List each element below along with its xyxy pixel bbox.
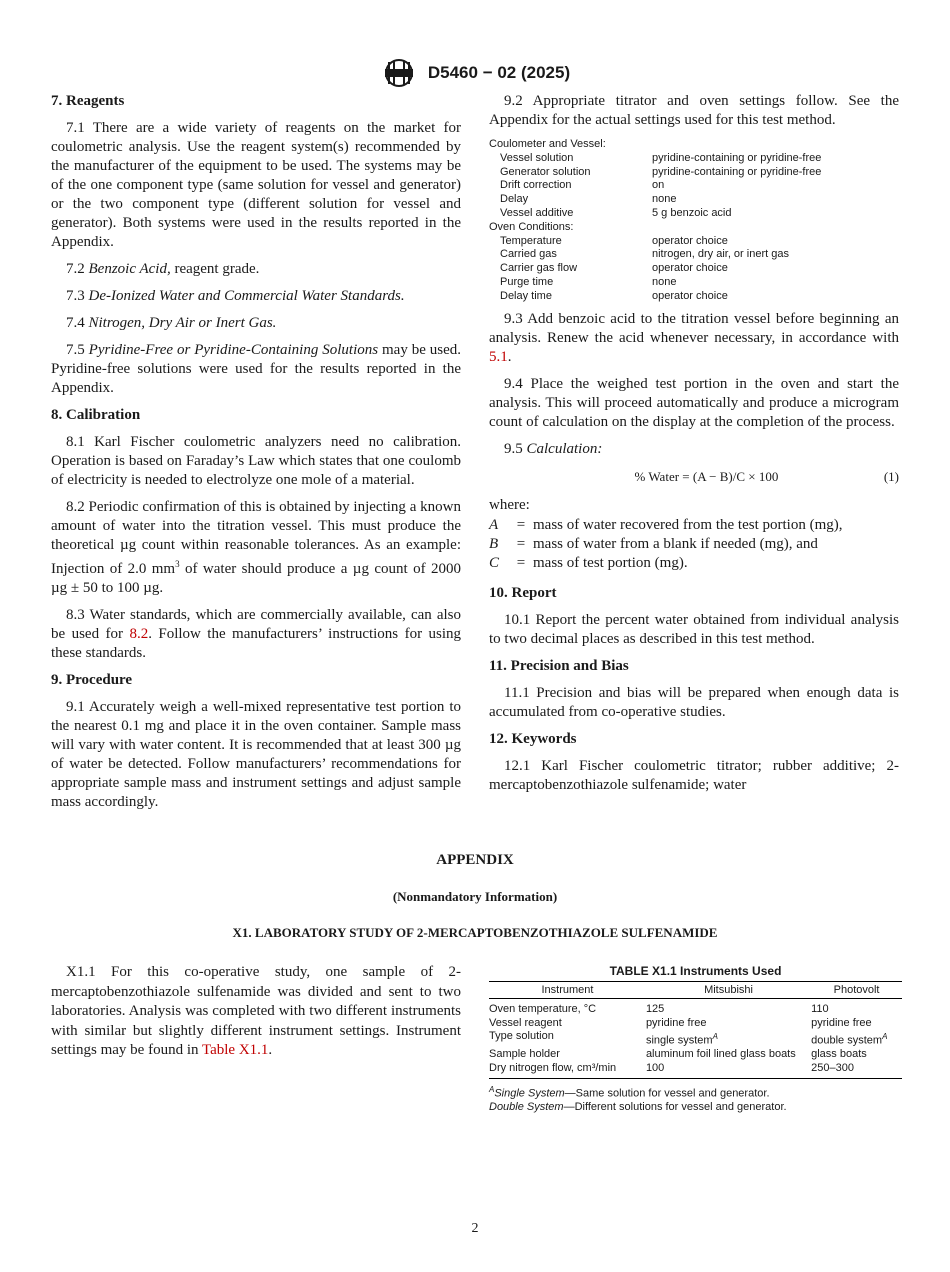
table-row: Vessel reagent pyridine free pyridine free: [489, 1016, 872, 1029]
para-8-3: 8.3 Water standards, which are commercially available, can also be used for 8.2. Follow the manufacturers’ instructions for using these standards.: [51, 607, 461, 661]
setting-row: Carried gas nitrogen, dry air, or inert gas: [500, 248, 789, 261]
para-7-5: 7.5 Pyridine-Free or Pyridine-Containing Solutions may be used. Pyridine-free solutions were used for the results reported in the Appendix.: [51, 342, 462, 396]
instruments-table: [489, 964, 902, 1114]
para-9-5: 9.5 Calculation:: [504, 440, 603, 457]
table-footnotes: [489, 1083, 902, 1115]
link-table-x1-1[interactable]: Table X1.1: [201, 1042, 269, 1058]
table-header-row: [489, 982, 902, 999]
section-11: [489, 657, 899, 722]
table-row: Sample holder aluminum foil lined glass boats glass boats: [489, 1048, 867, 1061]
table-row: Dry nitrogen flow, cm³/min 100 250–300: [489, 1062, 902, 1078]
table-caption: TABLE X1.1 Instruments Used: [609, 964, 782, 978]
section-8: [51, 406, 461, 663]
para-8-1: 8.1 Karl Fischer coulometric analyzers need no calibration. Operation is based on Faraday’s Law which states that one coulomb of electricity is needed to electrolyze one mole of a material.: [51, 434, 461, 488]
para-7-4: 7.4 Nitrogen, Dry Air or Inert Gas.: [66, 315, 277, 331]
para-9-2: 9.2 Appropriate titrator and oven settings follow. See the Appendix for the actual settings used for this test method.: [489, 93, 899, 128]
para-9-1: 9.1 Accurately weigh a well-mixed representative test portion to the nearest 0.1 mg and place it in the oven container. Sample mass will vary with water content. It is recommended that at least 300 µg of water be detected. Follow manufacturers’ recommendations for appropriate sample mass and instrument settings and adjust sample mass accordingly.: [51, 699, 461, 810]
settings-list: [489, 138, 899, 304]
table-header: Mitsubishi: [646, 982, 811, 999]
para-8-2: 8.2 Periodic confirmation of this is obtained by injecting a known amount of water into the titration vessel. This must produce the theoretical µg count within reasonable tolerances. As an example: Injection of 2.0 $mm^3$ of water should produce a µg count of 2000 µg ± 50 to 100 µg.: [51, 499, 461, 596]
setting-row: Vessel additive 5 g benzoic acid: [500, 206, 732, 219]
astm-logo: [380, 58, 418, 88]
appendix-x1-title: X1. LABORATORY STUDY OF 2-MERCAPTOBENZOTHIAZOLE SULFENAMIDE: [232, 925, 718, 940]
setting-row: Carrier gas flow operator choice: [500, 262, 728, 275]
document-designation: D5460 − 02 (2025): [427, 63, 571, 82]
section-7: [51, 92, 461, 398]
section-7-title: 7. Reagents: [51, 93, 125, 109]
para-x1-1: X1.1 For this co-operative study, one sample of 2-mercaptobenzothiazole sulfenamide was divided and sent to two laboratories. Analysis was completed with two different instruments with similar but slightly different instrument settings. Instrument settings may be found in Table X1.1.: [51, 964, 461, 1058]
para-7-1: 7.1 There are a wide variety of reagents on the market for coulometric analysis. Use the reagent system(s) recommended by the manufacturer of the equipment to be used. The systems may be of the one component type (same solution for vessel and generator) or the two component type (different solution for vessel and generator). Both systems were used in the results reported in the Appendix.: [51, 120, 461, 250]
table-row: Type solution single system$^A$ double system$^A$: [489, 1030, 888, 1047]
where-row: A = mass of water recovered from the test portion (mg),: [489, 516, 843, 533]
section-10-title: 10. Report: [489, 584, 557, 601]
para-7-3: 7.3 De-Ionized Water and Commercial Water Standards.: [66, 288, 405, 304]
appendix-subtitle: (Nonmandatory Information): [392, 889, 558, 904]
para-9-3: 9.3 Add benzoic acid to the titration vessel before beginning an analysis. Renew the acid whenever necessary, in accordance with 5.1.: [489, 310, 899, 365]
para-12-1: 12.1 Karl Fischer coulometric titrator; rubber additive; 2-mercaptobenzothiazole sulfenamide; water: [489, 757, 899, 793]
para-10-1: 10.1 Report the percent water obtained from individual analysis to two decimal places as described in this test method.: [489, 611, 899, 647]
setting-row: Vessel solution pyridine-containing or pyridine-free: [500, 151, 822, 164]
para-11-1: 11.1 Precision and bias will be prepared when enough data is accumulated from co-operative studies.: [489, 684, 899, 720]
equation-1: [489, 467, 899, 486]
table-header: Instrument: [489, 982, 646, 999]
appendix-title: APPENDIX: [436, 852, 514, 868]
settings-heading-oven: Oven Conditions:: [489, 220, 574, 233]
section-8-title: 8. Calibration: [51, 407, 141, 423]
where-row: B = mass of water from a blank if needed (mg), and: [489, 535, 818, 552]
setting-row: Delay time operator choice: [500, 289, 728, 302]
para-9-4: 9.4 Place the weighed test portion in the oven and start the analysis. This will proceed automatically and produce a microgram count of calculation on the display at the completion of the process.: [489, 375, 899, 430]
link-8-2[interactable]: 8.2: [129, 626, 149, 642]
equation-number: (1): [883, 468, 899, 484]
table-row: Oven temperature, °C 125 110: [489, 1003, 829, 1015]
where-label: where:: [489, 496, 530, 513]
section-12-title: 12. Keywords: [489, 730, 577, 747]
table-header: Photovolt: [811, 982, 902, 999]
footnote-b: Double System—Different solutions for vessel and generator.: [489, 1101, 787, 1114]
footnote-a: $^A$Single System—Same solution for vessel and generator.: [489, 1084, 770, 1100]
section-10: [489, 584, 899, 649]
settings-heading-coulometer: Coulometer and Vessel:: [489, 138, 606, 150]
setting-row: Drift correction on: [500, 179, 665, 192]
equation-formula: % Water = (A − B)/C × 100: [634, 468, 779, 484]
section-12: [489, 730, 899, 795]
setting-row: Generator solution pyridine-containing or pyridine-free: [500, 165, 822, 178]
page-header: [0, 58, 950, 88]
section-9-title: 9. Procedure: [51, 672, 133, 688]
right-column: [489, 92, 899, 803]
setting-row: Delay none: [500, 193, 677, 206]
section-11-title: 11. Precision and Bias: [489, 657, 629, 674]
para-7-2: 7.2 Benzoic Acid, reagent grade.: [66, 261, 260, 277]
left-column: [51, 92, 461, 820]
section-9: [51, 671, 461, 812]
page-number: 2: [471, 1221, 479, 1236]
link-5-1[interactable]: 5.1: [489, 348, 508, 365]
where-row: C = mass of test portion (mg).: [489, 554, 688, 571]
setting-row: Temperature operator choice: [500, 234, 728, 247]
setting-row: Purge time none: [500, 275, 677, 288]
